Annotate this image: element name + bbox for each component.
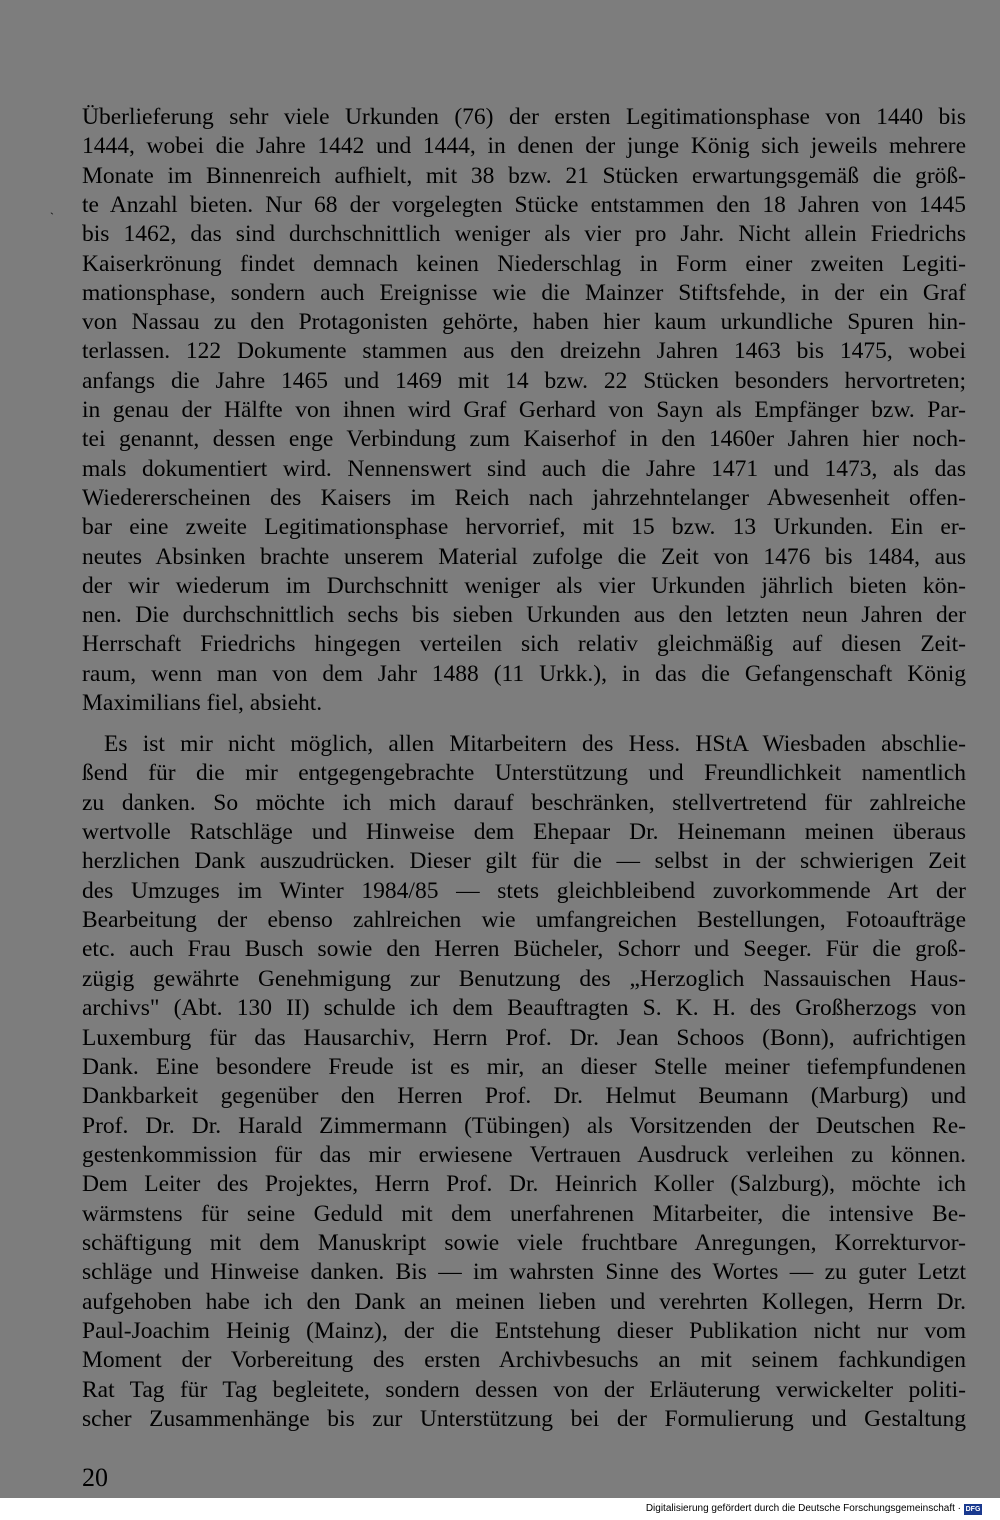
text-line: archivs" (Abt. 130 II) schulde ich dem Beauftragten S. K. H. des Großherzogs von	[82, 995, 966, 1021]
text-line: bis 1462, das sind durchschnittlich weniger als vier pro Jahr. Nicht allein Friedrichs	[82, 221, 966, 247]
text-line: zügig gewährte Genehmigung zur Benutzung des „Herzoglich Nassauischen Haus-	[82, 966, 966, 992]
text-line: aufgehoben habe ich den Dank an meinen lieben und verehrten Kollegen, Herrn Dr.	[82, 1289, 966, 1315]
text-line: Es ist mir nicht möglich, allen Mitarbeitern des Hess. HStA Wiesbaden abschlie-	[104, 731, 966, 757]
text-line: Prof. Dr. Dr. Harald Zimmermann (Tübingen) als Vorsitzenden der Deutschen Re-	[82, 1113, 966, 1139]
footer-credit: Digitalisierung gefördert durch die Deutsche Forschungsgemeinschaft ·	[645, 1503, 961, 1514]
text-line: Maximilians fiel, absieht.	[82, 690, 323, 716]
text-line: wärmstens für seine Geduld mit dem unerfahrenen Mitarbeiter, die intensive Be-	[82, 1201, 966, 1227]
text-line: schäftigung mit dem Manuskript sowie viele fruchtbare Anregungen, Korrekturvor-	[82, 1230, 966, 1256]
page-number: 20	[82, 1463, 108, 1492]
text-line: Herrschaft Friedrichs hingegen verteilen sich relativ gleichmäßig auf diesen Zeit-	[82, 631, 966, 657]
text-line: Rat Tag für Tag begleitete, sondern dessen von der Erläuterung verwickelter politi-	[82, 1377, 966, 1403]
text-line: in genau der Hälfte von ihnen wird Graf Gerhard von Sayn als Empfänger bzw. Par-	[82, 397, 966, 423]
text-line: tei genannt, dessen enge Verbindung zum Kaiserhof in den 1460er Jahren hier noch-	[82, 426, 966, 452]
text-line: der wir wiederum im Durchschnitt weniger als vier Urkunden jährlich bieten kön-	[82, 573, 966, 599]
text-line: scher Zusammenhänge bis zur Unterstützung bei der Formulierung und Gestaltung	[82, 1406, 966, 1432]
text-line: Luxemburg für das Hausarchiv, Herrn Prof. Dr. Jean Schoos (Bonn), aufrichtigen	[82, 1025, 966, 1051]
text-line: 1444, wobei die Jahre 1442 und 1444, in denen der junge König sich jeweils mehrere	[82, 133, 966, 159]
text-line: anfangs die Jahre 1465 und 1469 mit 14 bzw. 22 Stücken besonders hervortreten;	[82, 368, 966, 394]
text-line: Dank. Eine besondere Freude ist es mir, an dieser Stelle meiner tiefempfundenen	[82, 1054, 966, 1080]
text-line: bar eine zweite Legitimationsphase hervorrief, mit 15 bzw. 13 Urkunden. Ein er-	[82, 514, 966, 540]
text-line: Dankbarkeit gegenüber den Herren Prof. Dr. Helmut Beumann (Marburg) und	[82, 1083, 966, 1109]
digitization-footer	[646, 1502, 982, 1516]
text-line: schläge und Hinweise danken. Bis — im wahrsten Sinne des Wortes — zu guter Letzt	[82, 1259, 966, 1285]
text-line: Überlieferung sehr viele Urkunden (76) der ersten Legitimationsphase von 1440 bis	[82, 104, 966, 130]
text-line: des Umzuges im Winter 1984/85 — stets gleichbleibend zuvorkommende Art der	[82, 878, 966, 904]
text-line: ßend für die mir entgegengebrachte Unterstützung und Freundlichkeit namentlich	[82, 760, 966, 786]
text-line: etc. auch Frau Busch sowie den Herren Bücheler, Schorr und Seeger. Für die groß-	[82, 936, 966, 962]
text-line: Kaiserkrönung findet demnach keinen Niederschlag in Form einer zweiten Legiti-	[82, 251, 966, 277]
text-line: zu danken. So möchte ich mich darauf beschränken, stellvertretend für zahlreiche	[82, 790, 966, 816]
text-line: herzlichen Dank auszudrücken. Dieser gilt für die — selbst in der schwierigen Zeit	[82, 848, 966, 874]
text-line: Dem Leiter des Projektes, Herrn Prof. Dr. Heinrich Koller (Salzburg), möchte ich	[82, 1171, 966, 1197]
text-line: terlassen. 122 Dokumente stammen aus den dreizehn Jahren 1463 bis 1475, wobei	[82, 338, 966, 364]
margin-mark: `	[50, 210, 54, 224]
text-line: Bearbeitung der ebenso zahlreichen wie umfangreichen Bestellungen, Fotoaufträge	[82, 907, 966, 933]
text-line: gestenkommission für das mir erwiesene Vertrauen Ausdruck verleihen zu können.	[82, 1142, 966, 1168]
text-line: nen. Die durchschnittlich sechs bis sieben Urkunden aus den letzten neun Jahren der	[82, 602, 966, 628]
text-line: Paul-Joachim Heinig (Mainz), der die Entstehung dieser Publikation nicht nur vom	[82, 1318, 966, 1344]
text-line: Monate im Binnenreich aufhielt, mit 38 bzw. 21 Stücken erwartungsgemäß die größ-	[82, 163, 966, 189]
dfg-logo-icon: DFG	[965, 1505, 981, 1513]
text-line: Wiedererscheinen des Kaisers im Reich nach jahrzehntelanger Abwesenheit offen-	[82, 485, 966, 511]
text-line: te Anzahl bieten. Nur 68 der vorgelegten Stücke entstammen den 18 Jahren von 1445	[82, 192, 966, 218]
text-line: von Nassau zu den Protagonisten gehörte, haben hier kaum urkundliche Spuren hin-	[82, 309, 966, 335]
text-line: raum, wenn man von dem Jahr 1488 (11 Urkk.), in das die Gefangenschaft König	[82, 661, 966, 687]
text-line: wertvolle Ratschläge und Hinweise dem Ehepaar Dr. Heinemann meinen überaus	[82, 819, 966, 845]
text-line: mals dokumentiert wird. Nennenswert sind auch die Jahre 1471 und 1473, als das	[82, 456, 966, 482]
text-line: neutes Absinken brachte unserem Material zufolge die Zeit von 1476 bis 1484, aus	[82, 544, 966, 570]
text-line: Moment der Vorbereitung des ersten Archivbesuchs an mit seinem fachkundigen	[82, 1347, 966, 1373]
text-line: mationsphase, sondern auch Ereignisse wie die Mainzer Stiftsfehde, in der ein Graf	[82, 280, 966, 306]
